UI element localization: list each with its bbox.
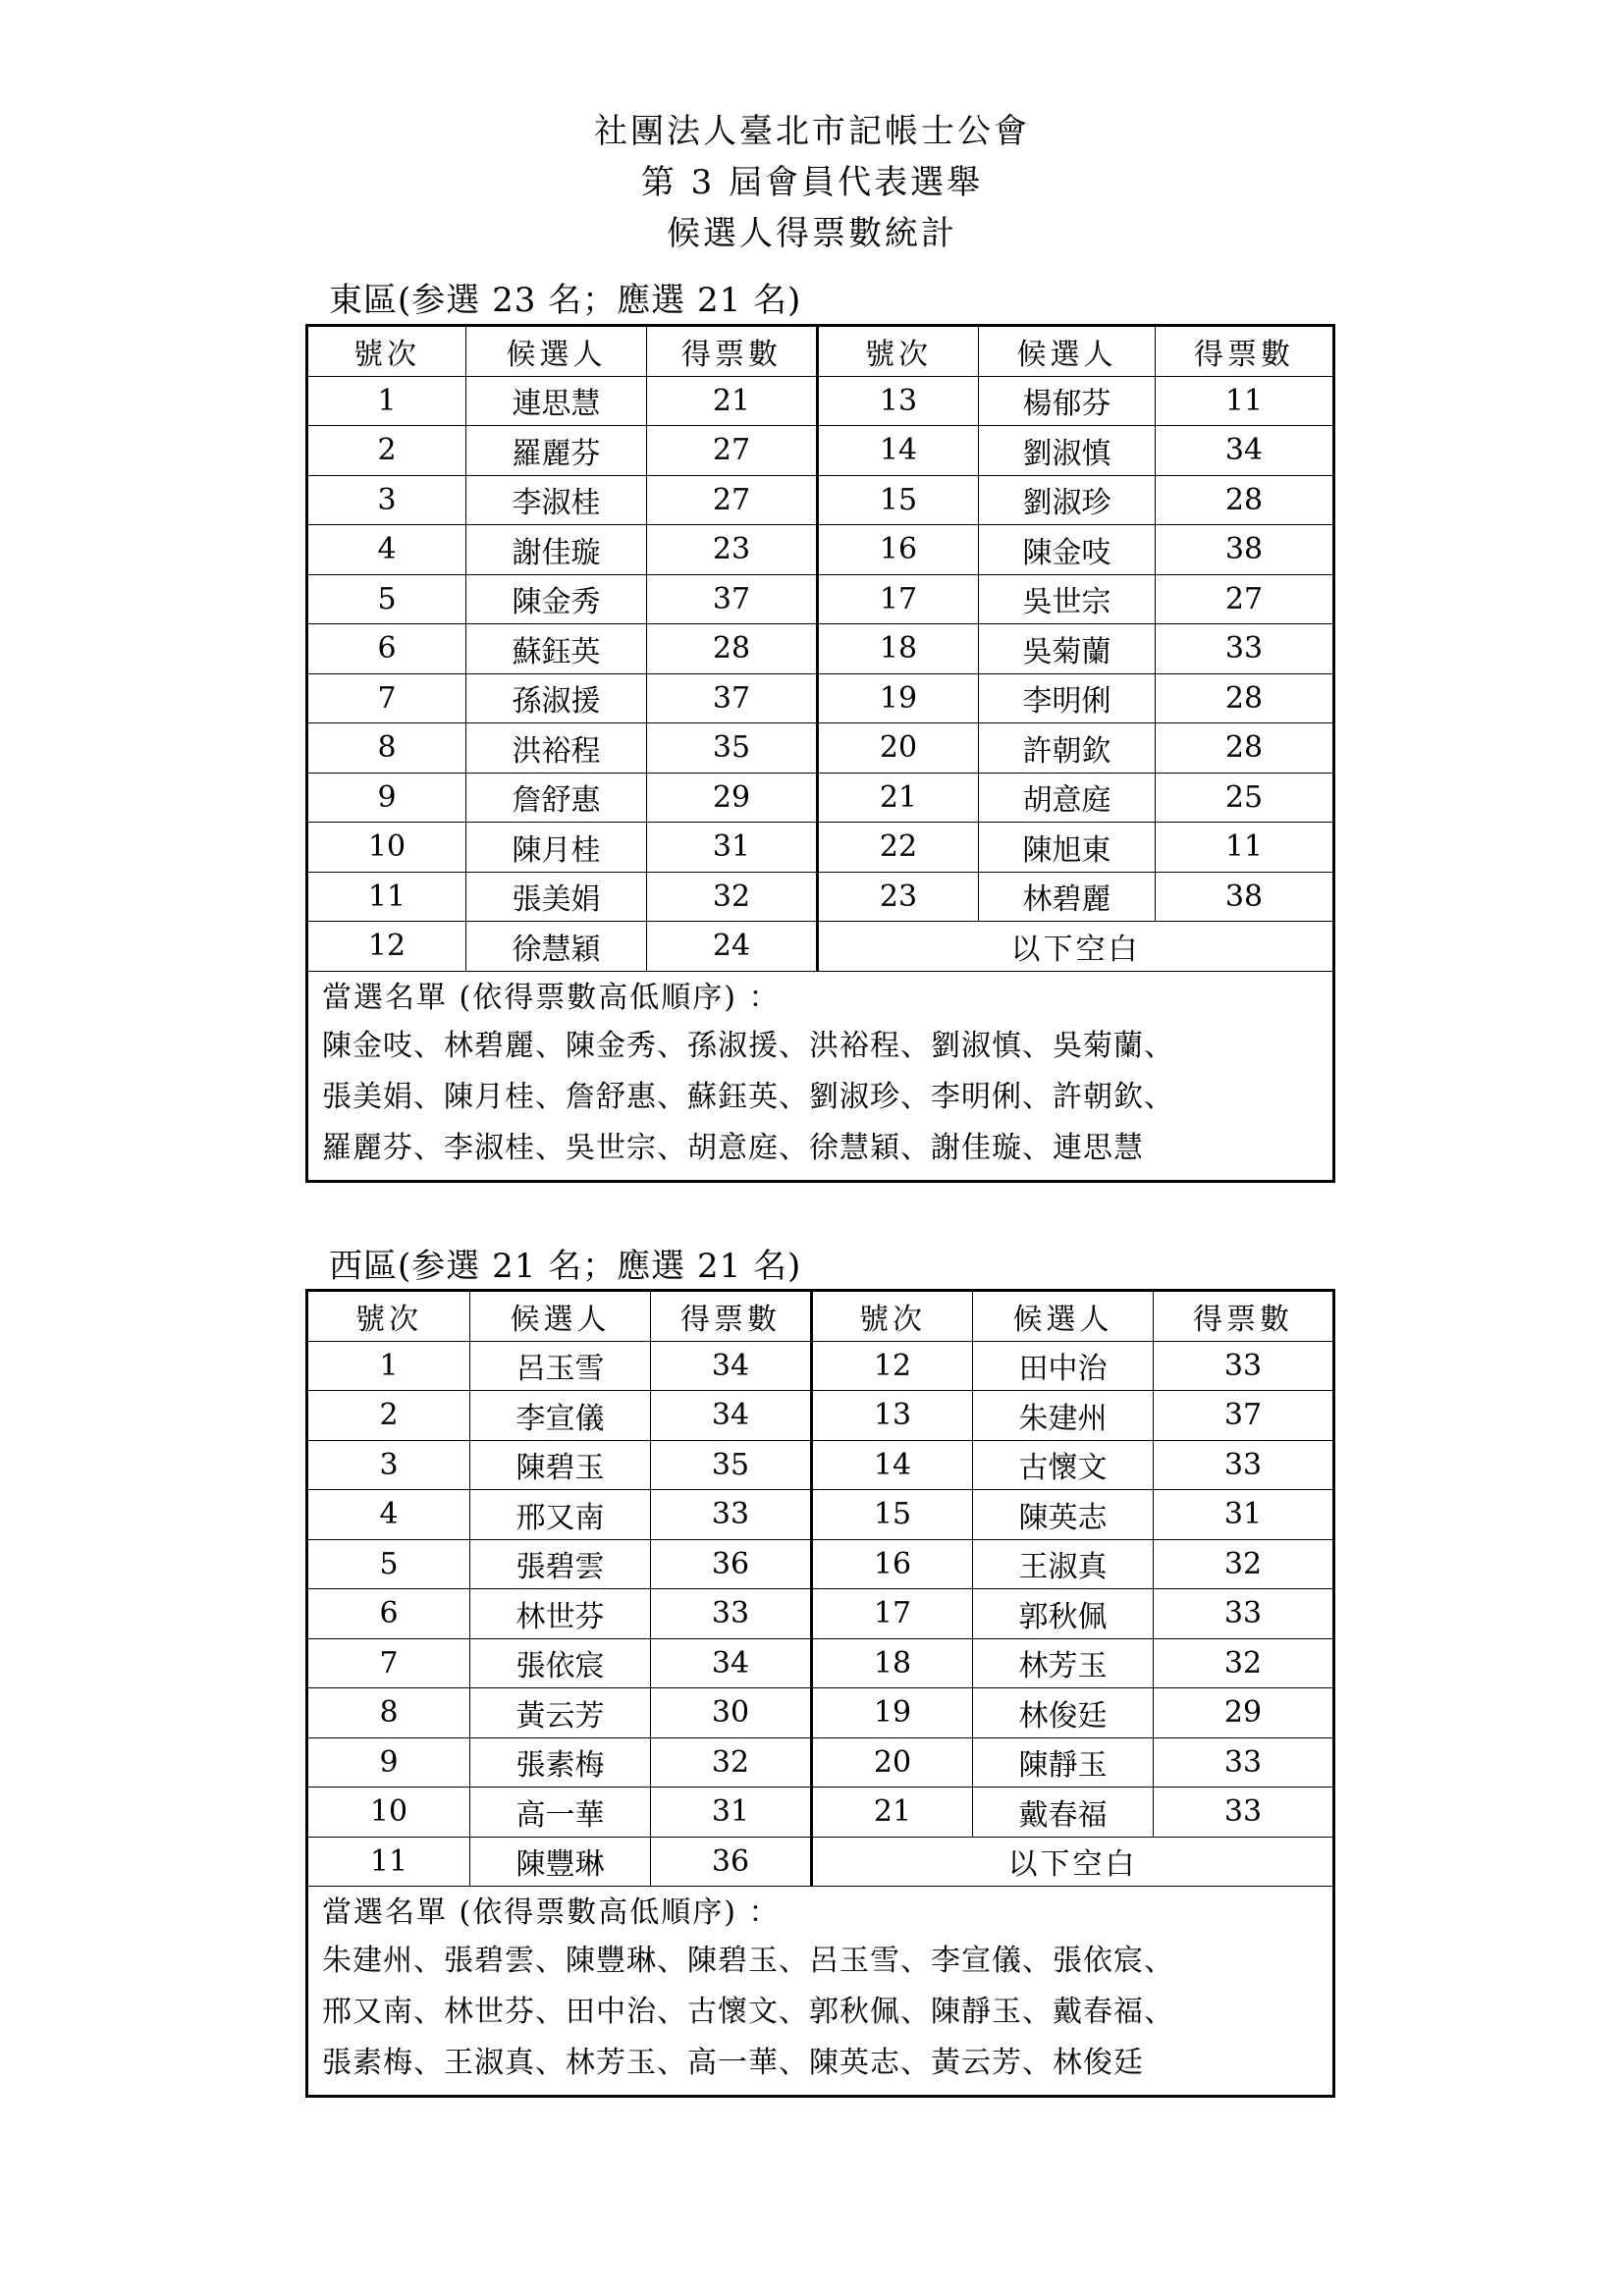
no-cell: 3 (307, 1440, 470, 1490)
votes-cell: 31 (1154, 1490, 1334, 1540)
no-cell: 19 (812, 1688, 973, 1738)
candidate-cell: 謝佳璇 (466, 525, 647, 575)
table-row (307, 525, 1334, 575)
votes-cell: 32 (1154, 1539, 1334, 1589)
candidate-cell: 郭秋佩 (973, 1589, 1154, 1639)
candidate-cell: 陳旭東 (979, 823, 1156, 873)
no-cell: 11 (307, 872, 466, 922)
votes-cell: 29 (647, 773, 818, 823)
votes-cell: 34 (651, 1341, 812, 1391)
candidate-cell: 詹舒惠 (466, 773, 647, 823)
candidate-cell: 蘇鈺英 (466, 624, 647, 674)
elected-names-line: 羅麗芬、李淑桂、吳世宗、胡意庭、徐慧穎、謝佳璇、連思慧 (322, 1130, 1144, 1165)
votes-cell: 38 (1156, 872, 1334, 922)
candidate-cell: 李宣儀 (470, 1391, 651, 1441)
candidate-cell: 楊郁芬 (979, 376, 1156, 426)
table-row (307, 823, 1334, 873)
table-row (307, 376, 1334, 426)
votes-cell: 28 (1156, 723, 1334, 774)
no-cell: 5 (307, 574, 466, 624)
table-row (307, 426, 1334, 476)
votes-cell: 34 (651, 1391, 812, 1441)
no-cell: 16 (818, 525, 979, 575)
votes-cell: 33 (651, 1490, 812, 1540)
elected-list (307, 1887, 1334, 2097)
no-cell: 2 (307, 1391, 470, 1441)
no-cell: 1 (307, 1341, 470, 1391)
candidate-cell: 王淑真 (973, 1539, 1154, 1589)
column-header: 得票數 (647, 326, 818, 377)
blank-note: 以下空白 (818, 922, 1334, 972)
table-row (307, 1737, 1334, 1788)
votes-cell: 36 (651, 1539, 812, 1589)
votes-cell: 38 (1156, 525, 1334, 575)
blank-note: 以下空白 (812, 1837, 1334, 1887)
elected-names-line: 張美娟、陳月桂、詹舒惠、蘇鈺英、劉淑珍、李明俐、許朝欽、 (322, 1079, 1174, 1114)
org-title: 社團法人臺北市記帳士公會 (594, 112, 1030, 151)
no-cell: 6 (307, 624, 466, 674)
column-header: 候選人 (979, 326, 1156, 377)
candidate-cell: 張碧雲 (470, 1539, 651, 1589)
candidate-cell: 陳豐琳 (470, 1837, 651, 1887)
candidate-cell: 劉淑慎 (979, 426, 1156, 476)
votes-cell: 33 (1154, 1788, 1334, 1838)
candidate-cell: 黃云芳 (470, 1688, 651, 1738)
votes-cell: 33 (1154, 1440, 1334, 1490)
votes-cell: 34 (1156, 426, 1334, 476)
votes-cell: 37 (1154, 1391, 1334, 1441)
candidate-cell: 張美娟 (466, 872, 647, 922)
no-cell: 19 (818, 673, 979, 723)
candidate-cell: 朱建州 (973, 1391, 1154, 1441)
no-cell: 22 (818, 823, 979, 873)
no-cell: 7 (307, 673, 466, 723)
candidate-cell: 吳世宗 (979, 574, 1156, 624)
no-cell: 21 (812, 1788, 973, 1838)
no-cell: 1 (307, 376, 466, 426)
votes-cell: 28 (1156, 475, 1334, 525)
no-cell: 14 (812, 1440, 973, 1490)
table-row (307, 1539, 1334, 1589)
elected-row (307, 1887, 1334, 2097)
no-cell: 15 (812, 1490, 973, 1540)
candidate-cell: 張依宸 (470, 1638, 651, 1688)
no-cell: 14 (818, 426, 979, 476)
candidate-cell: 陳金秀 (466, 574, 647, 624)
votes-cell: 28 (1156, 673, 1334, 723)
candidate-cell: 陳金吱 (979, 525, 1156, 575)
table-row (307, 1688, 1334, 1738)
elected-names-line: 張素梅、王淑真、林芳玉、高一華、陳英志、黃云芳、林俊廷 (322, 2046, 1144, 2080)
votes-cell: 24 (647, 922, 818, 972)
table-row (307, 673, 1334, 723)
table-header-row (307, 1291, 1334, 1342)
candidate-cell: 陳靜玉 (973, 1737, 1154, 1788)
column-header: 得票數 (1156, 326, 1334, 377)
votes-cell: 25 (1156, 773, 1334, 823)
table-row (307, 574, 1334, 624)
candidate-cell: 高一華 (470, 1788, 651, 1838)
east-votes-table (305, 324, 1335, 1183)
column-header: 號次 (307, 1291, 470, 1342)
votes-cell: 21 (647, 376, 818, 426)
no-cell: 20 (818, 723, 979, 774)
candidate-cell: 呂玉雪 (470, 1341, 651, 1391)
no-cell: 8 (307, 1688, 470, 1738)
votes-cell: 30 (651, 1688, 812, 1738)
candidate-cell: 徐慧穎 (466, 922, 647, 972)
candidate-cell: 陳月桂 (466, 823, 647, 873)
candidate-cell: 連思慧 (466, 376, 647, 426)
no-cell: 12 (307, 922, 466, 972)
no-cell: 10 (307, 823, 466, 873)
votes-cell: 28 (647, 624, 818, 674)
votes-cell: 27 (1156, 574, 1334, 624)
column-header: 得票數 (651, 1291, 812, 1342)
no-cell: 17 (812, 1589, 973, 1639)
votes-cell: 35 (651, 1440, 812, 1490)
votes-cell: 31 (651, 1788, 812, 1838)
no-cell: 4 (307, 525, 466, 575)
votes-cell: 37 (647, 673, 818, 723)
column-header: 號次 (818, 326, 979, 377)
candidate-cell: 李明俐 (979, 673, 1156, 723)
votes-cell: 27 (647, 426, 818, 476)
no-cell: 10 (307, 1788, 470, 1838)
votes-cell: 36 (651, 1837, 812, 1887)
no-cell: 21 (818, 773, 979, 823)
votes-cell: 33 (1154, 1341, 1334, 1391)
east-section-heading: 東區(参選 23 名；應選 21 名) (329, 281, 802, 320)
votes-cell: 31 (647, 823, 818, 873)
candidate-cell: 陳碧玉 (470, 1440, 651, 1490)
votes-cell: 33 (1154, 1737, 1334, 1788)
west-section-heading: 西區(参選 21 名；應選 21 名) (329, 1247, 802, 1286)
table-row (307, 1837, 1334, 1887)
votes-cell: 33 (1154, 1589, 1334, 1639)
votes-cell: 29 (1154, 1688, 1334, 1738)
no-cell: 9 (307, 1737, 470, 1788)
votes-cell: 23 (647, 525, 818, 575)
no-cell: 7 (307, 1638, 470, 1688)
table-row (307, 773, 1334, 823)
table-row (307, 922, 1334, 972)
table-row (307, 1589, 1334, 1639)
candidate-cell: 林世芬 (470, 1589, 651, 1639)
elected-names-line: 邢又南、林世芬、田中治、古懷文、郭秋佩、陳靜玉、戴春福、 (322, 1995, 1174, 2029)
votes-cell: 34 (651, 1638, 812, 1688)
no-cell: 18 (818, 624, 979, 674)
no-cell: 8 (307, 723, 466, 774)
column-header: 得票數 (1154, 1291, 1334, 1342)
no-cell: 13 (818, 376, 979, 426)
votes-cell: 27 (647, 475, 818, 525)
table-row (307, 1638, 1334, 1688)
votes-cell: 33 (651, 1589, 812, 1639)
column-header: 候選人 (466, 326, 647, 377)
candidate-cell: 張素梅 (470, 1737, 651, 1788)
table-row (307, 1391, 1334, 1441)
votes-cell: 11 (1156, 823, 1334, 873)
west-votes-table (305, 1289, 1335, 2098)
candidate-cell: 戴春福 (973, 1788, 1154, 1838)
no-cell: 23 (818, 872, 979, 922)
candidate-cell: 邢又南 (470, 1490, 651, 1540)
candidate-cell: 吳菊蘭 (979, 624, 1156, 674)
votes-cell: 32 (1154, 1638, 1334, 1688)
table-row (307, 1440, 1334, 1490)
candidate-cell: 田中治 (973, 1341, 1154, 1391)
votes-cell: 35 (647, 723, 818, 774)
elected-label: 當選名單 (依得票數高低順序) ： (322, 1896, 781, 1930)
no-cell: 9 (307, 773, 466, 823)
no-cell: 20 (812, 1737, 973, 1788)
no-cell: 15 (818, 475, 979, 525)
table-row (307, 723, 1334, 774)
candidate-cell: 林芳玉 (973, 1638, 1154, 1688)
candidate-cell: 李淑桂 (466, 475, 647, 525)
candidate-cell: 陳英志 (973, 1490, 1154, 1540)
no-cell: 18 (812, 1638, 973, 1688)
candidate-cell: 許朝欽 (979, 723, 1156, 774)
no-cell: 5 (307, 1539, 470, 1589)
column-header: 號次 (812, 1291, 973, 1342)
no-cell: 3 (307, 475, 466, 525)
no-cell: 16 (812, 1539, 973, 1589)
no-cell: 2 (307, 426, 466, 476)
table-row (307, 872, 1334, 922)
candidate-cell: 林俊廷 (973, 1688, 1154, 1738)
votes-cell: 11 (1156, 376, 1334, 426)
no-cell: 12 (812, 1341, 973, 1391)
table-header-row (307, 326, 1334, 377)
votes-cell: 32 (651, 1737, 812, 1788)
subject-title: 候選人得票數統計 (667, 214, 957, 253)
elected-list (307, 971, 1334, 1181)
elected-names-line: 朱建州、張碧雲、陳豐琳、陳碧玉、呂玉雪、李宣儀、張依宸、 (322, 1944, 1174, 1978)
document-titles (0, 106, 1624, 259)
candidate-cell: 胡意庭 (979, 773, 1156, 823)
elected-label: 當選名單 (依得票數高低順序) ： (322, 980, 781, 1015)
elected-row (307, 971, 1334, 1181)
votes-cell: 33 (1156, 624, 1334, 674)
candidate-cell: 古懷文 (973, 1440, 1154, 1490)
candidate-cell: 林碧麗 (979, 872, 1156, 922)
candidate-cell: 洪裕程 (466, 723, 647, 774)
no-cell: 6 (307, 1589, 470, 1639)
no-cell: 13 (812, 1391, 973, 1441)
table-row (307, 1788, 1334, 1838)
votes-cell: 32 (647, 872, 818, 922)
votes-cell: 37 (647, 574, 818, 624)
column-header: 候選人 (470, 1291, 651, 1342)
column-header: 號次 (307, 326, 466, 377)
table-row (307, 624, 1334, 674)
no-cell: 4 (307, 1490, 470, 1540)
candidate-cell: 劉淑珍 (979, 475, 1156, 525)
election-title: 第 3 屆會員代表選舉 (640, 163, 984, 202)
table-row (307, 1490, 1334, 1540)
column-header: 候選人 (973, 1291, 1154, 1342)
no-cell: 11 (307, 1837, 470, 1887)
table-row (307, 1341, 1334, 1391)
elected-names-line: 陳金吱、林碧麗、陳金秀、孫淑援、洪裕程、劉淑慎、吳菊蘭、 (322, 1028, 1174, 1063)
table-row (307, 475, 1334, 525)
candidate-cell: 羅麗芬 (466, 426, 647, 476)
no-cell: 17 (818, 574, 979, 624)
candidate-cell: 孫淑援 (466, 673, 647, 723)
